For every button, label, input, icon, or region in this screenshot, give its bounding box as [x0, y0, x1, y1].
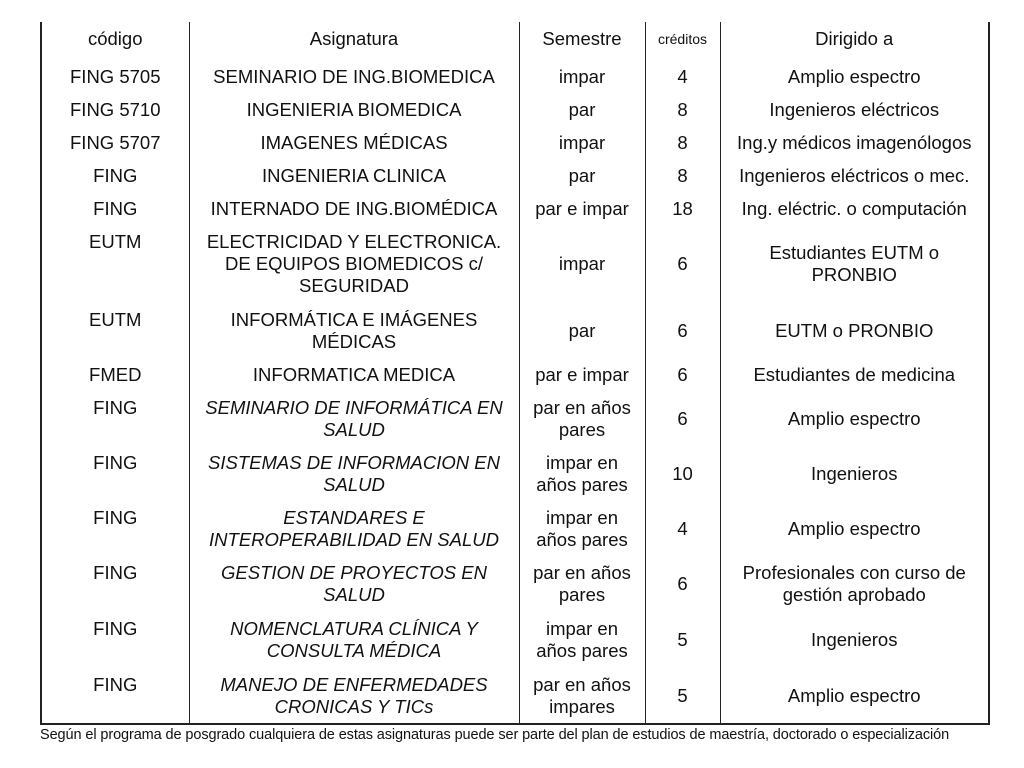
cell-semestre: impar en años pares — [519, 501, 645, 556]
cell-semestre: par e impar — [519, 358, 645, 391]
table-row — [41, 225, 989, 303]
cell-asignatura: INFORMATICA MEDICA — [189, 358, 519, 391]
cell-semestre: par en años pares — [519, 556, 645, 612]
cell-codigo: FING 5707 — [41, 126, 189, 159]
cell-semestre: impar en años pares — [519, 446, 645, 501]
cell-codigo: FING 5710 — [41, 93, 189, 126]
cell-asignatura: INFORMÁTICA E IMÁGENES MÉDICAS — [189, 303, 519, 358]
cell-creditos: 8 — [645, 93, 720, 126]
cell-asignatura: SEMINARIO DE INFORMÁTICA EN SALUD — [189, 391, 519, 446]
cell-creditos: 6 — [645, 303, 720, 358]
cell-creditos: 6 — [645, 225, 720, 303]
table-row — [41, 501, 989, 556]
cell-codigo: FING — [41, 391, 189, 446]
cell-creditos: 18 — [645, 192, 720, 225]
cell-dirigido: Amplio espectro — [720, 60, 989, 93]
header-codigo: código — [41, 22, 189, 60]
cell-creditos: 8 — [645, 159, 720, 192]
table-row — [41, 612, 989, 668]
cell-semestre: impar en años pares — [519, 612, 645, 668]
cell-asignatura: INGENIERIA BIOMEDICA — [189, 93, 519, 126]
table-row — [41, 192, 989, 225]
cell-dirigido: Amplio espectro — [720, 391, 989, 446]
cell-dirigido: Ing. eléctric. o computación — [720, 192, 989, 225]
cell-dirigido: Ing.y médicos imagenólogos — [720, 126, 989, 159]
header-asignatura: Asignatura — [189, 22, 519, 60]
cell-asignatura: NOMENCLATURA CLÍNICA Y CONSULTA MÉDICA — [189, 612, 519, 668]
cell-semestre: par en años pares — [519, 391, 645, 446]
cell-semestre: impar — [519, 60, 645, 93]
cell-asignatura: MANEJO DE ENFERMEDADES CRONICAS Y TICs — [189, 668, 519, 724]
table-row — [41, 126, 989, 159]
table-row — [41, 60, 989, 93]
cell-dirigido: Amplio espectro — [720, 668, 989, 724]
cell-semestre: par — [519, 159, 645, 192]
table-row — [41, 556, 989, 612]
cell-codigo: FING — [41, 668, 189, 724]
courses-table — [40, 22, 990, 725]
table-row — [41, 303, 989, 358]
cell-asignatura: INTERNADO DE ING.BIOMÉDICA — [189, 192, 519, 225]
cell-asignatura: SEMINARIO DE ING.BIOMEDICA — [189, 60, 519, 93]
cell-creditos: 6 — [645, 556, 720, 612]
table-row — [41, 446, 989, 501]
cell-codigo: FING — [41, 556, 189, 612]
cell-semestre: par — [519, 303, 645, 358]
cell-codigo: FING — [41, 612, 189, 668]
header-semestre: Semestre — [519, 22, 645, 60]
table-row — [41, 159, 989, 192]
cell-dirigido: Estudiantes EUTM o PRONBIO — [720, 225, 989, 303]
cell-asignatura: SISTEMAS DE INFORMACION EN SALUD — [189, 446, 519, 501]
cell-codigo: FING — [41, 159, 189, 192]
footnote: Según el programa de posgrado cualquiera de estas asignaturas puede ser parte del plan de estudios de maestría, doctorado o especialización — [40, 727, 950, 743]
cell-creditos: 10 — [645, 446, 720, 501]
cell-dirigido: Ingenieros — [720, 612, 989, 668]
cell-codigo: EUTM — [41, 303, 189, 358]
cell-semestre: impar — [519, 225, 645, 303]
cell-semestre: impar — [519, 126, 645, 159]
cell-creditos: 4 — [645, 60, 720, 93]
cell-dirigido: Estudiantes de medicina — [720, 358, 989, 391]
cell-creditos: 8 — [645, 126, 720, 159]
cell-semestre: par en años impares — [519, 668, 645, 724]
cell-codigo: FING — [41, 501, 189, 556]
cell-creditos: 6 — [645, 391, 720, 446]
cell-codigo: FMED — [41, 358, 189, 391]
cell-asignatura: IMAGENES MÉDICAS — [189, 126, 519, 159]
cell-creditos: 5 — [645, 612, 720, 668]
cell-asignatura: ESTANDARES E INTEROPERABILIDAD EN SALUD — [189, 501, 519, 556]
cell-asignatura: GESTION DE PROYECTOS EN SALUD — [189, 556, 519, 612]
header-dirigido: Dirigido a — [720, 22, 989, 60]
header-row — [41, 22, 989, 60]
table-row — [41, 358, 989, 391]
cell-dirigido: Ingenieros — [720, 446, 989, 501]
cell-dirigido: Profesionales con curso de gestión aprobado — [720, 556, 989, 612]
cell-codigo: FING 5705 — [41, 60, 189, 93]
cell-semestre: par — [519, 93, 645, 126]
cell-dirigido: Amplio espectro — [720, 501, 989, 556]
cell-codigo: EUTM — [41, 225, 189, 303]
table-row — [41, 93, 989, 126]
table-row — [41, 668, 989, 724]
cell-codigo: FING — [41, 192, 189, 225]
cell-asignatura: ELECTRICIDAD Y ELECTRONICA. DE EQUIPOS BIOMEDICOS c/ SEGURIDAD — [189, 225, 519, 303]
table-row — [41, 391, 989, 446]
cell-asignatura: INGENIERIA CLINICA — [189, 159, 519, 192]
cell-dirigido: Ingenieros eléctricos o mec. — [720, 159, 989, 192]
cell-creditos: 4 — [645, 501, 720, 556]
cell-creditos: 6 — [645, 358, 720, 391]
cell-semestre: par e impar — [519, 192, 645, 225]
cell-dirigido: EUTM o PRONBIO — [720, 303, 989, 358]
cell-codigo: FING — [41, 446, 189, 501]
header-creditos: créditos — [645, 22, 720, 60]
cell-creditos: 5 — [645, 668, 720, 724]
cell-dirigido: Ingenieros eléctricos — [720, 93, 989, 126]
